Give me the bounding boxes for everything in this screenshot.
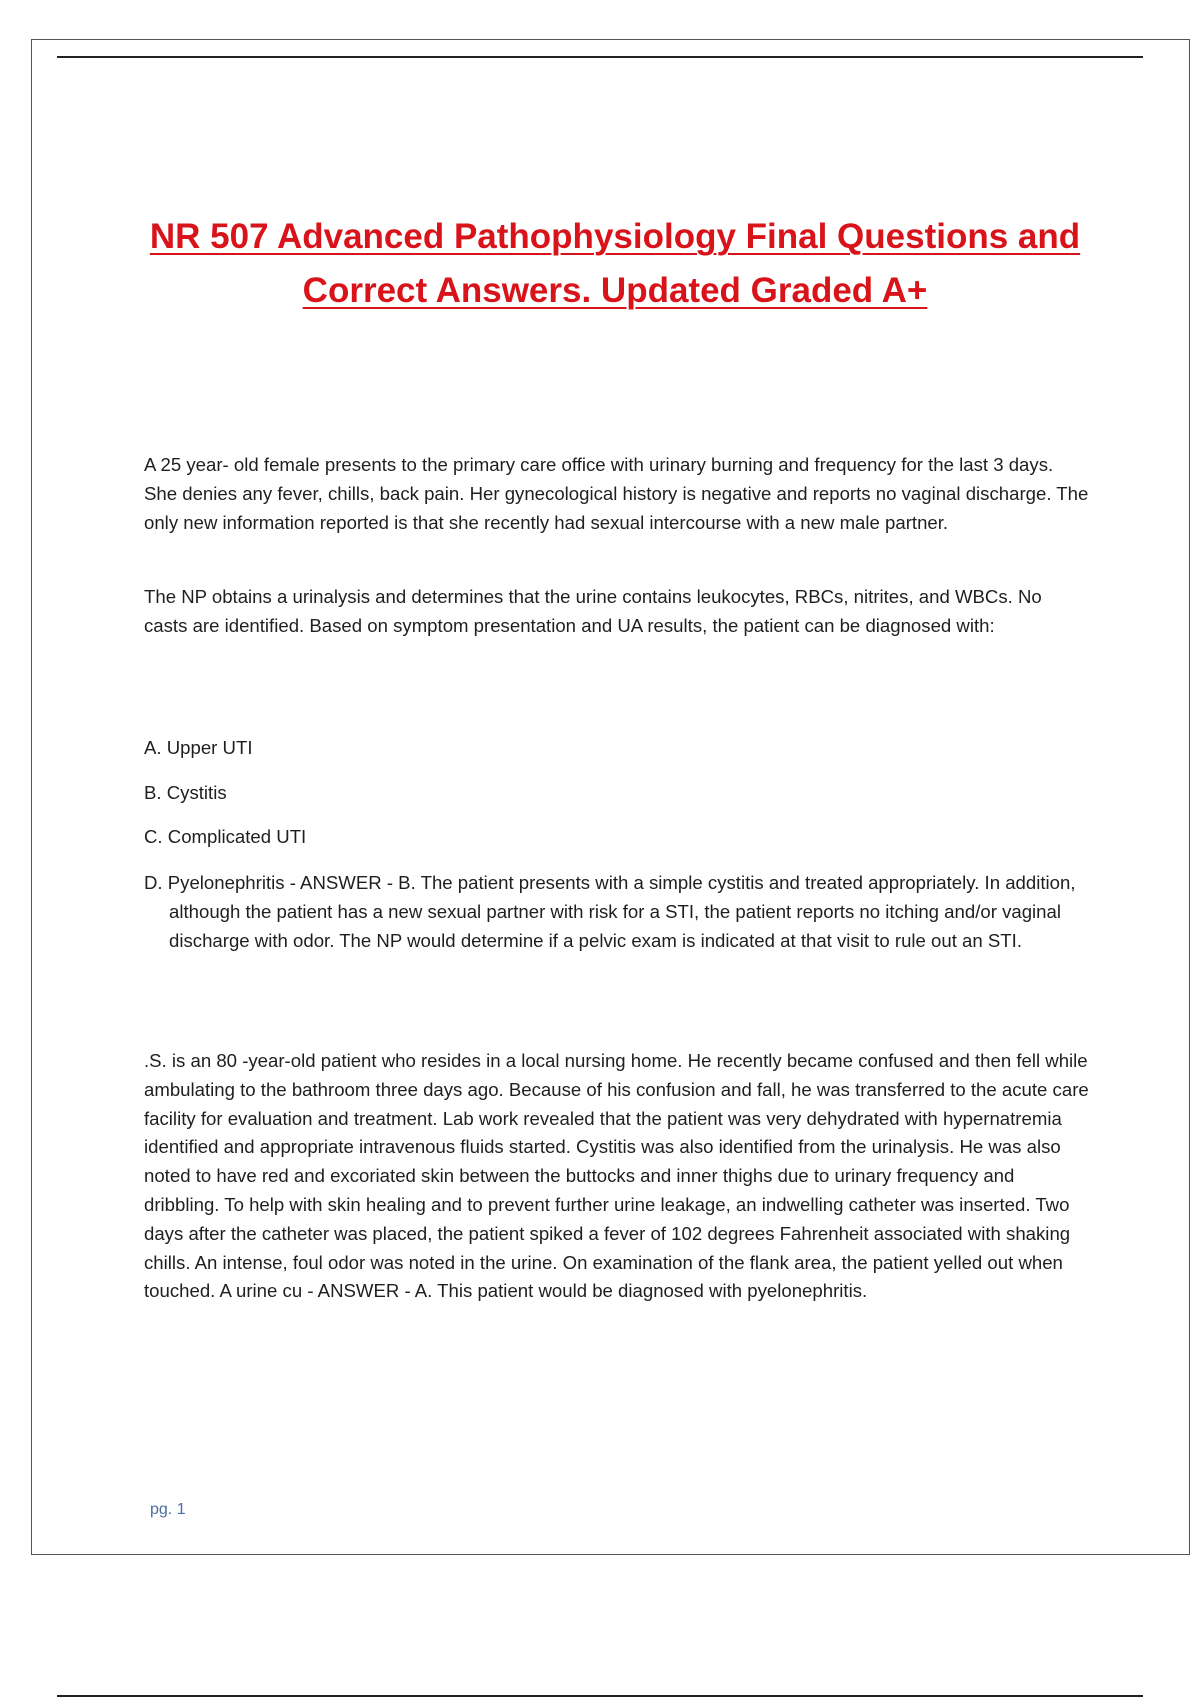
option-c-text: C. Complicated UTI bbox=[144, 826, 307, 847]
question1-stem-text-1: A 25 year- old female presents to the primary care office with urinary burning and frequency for the last 3 days. She denies any fever, chills, back pain. Her gynecological history is negative and reports no vaginal discharge. The only new information reported is that she recently had sexual intercourse with a new male partner. bbox=[144, 454, 1089, 533]
bottom-rule bbox=[57, 1695, 1143, 1697]
question1-option-c bbox=[144, 823, 1089, 852]
option-b-text: B. Cystitis bbox=[144, 782, 227, 803]
question1-option-d-answer bbox=[144, 869, 1089, 955]
question1-stem-text-2: The NP obtains a urinalysis and determines that the urine contains leukocytes, RBCs, nitrites, and WBCs. No casts are identified. Based on symptom presentation and UA results, the patient can be diagnosed with: bbox=[144, 586, 1042, 636]
question1-stem-paragraph-1 bbox=[144, 451, 1089, 537]
question1-option-a bbox=[144, 734, 1089, 763]
question2-paragraph bbox=[144, 1047, 1089, 1306]
question1-option-b bbox=[144, 779, 1089, 808]
page-number: pg. 1 bbox=[150, 1501, 186, 1518]
option-d-text: D. Pyelonephritis - ANSWER - B. The patient presents with a simple cystitis and treated appropriately. In addition, although the patient has a new sexual partner with risk for a STI, the patient reports no itching and/or vaginal discharge with odor. The NP would determine if a pelvic exam is indicated at that visit to rule out an STI. bbox=[144, 872, 1076, 951]
title-line-1: NR 507 Advanced Pathophysiology Final Questions and bbox=[149, 217, 1081, 256]
option-a-text: A. Upper UTI bbox=[144, 737, 253, 758]
question1-stem-paragraph-2 bbox=[144, 583, 1089, 641]
title-line-2: Correct Answers. Updated Graded A+ bbox=[302, 271, 928, 310]
question2-text: .S. is an 80 -year-old patient who resides in a local nursing home. He recently became confused and then fell while ambulating to the bathroom three days ago. Because of his confusion and fall, he was transferred to the acute care facility for evaluation and treatment. Lab work revealed that the patient was very dehydrated with hypernatremia identified and appropriate intravenous fluids started. Cystitis was also identified from the urinalysis. He was also noted to have red and excoriated skin between the buttocks and inner thighs due to urinary frequency and dribbling. To help with skin healing and to prevent further urine leakage, an indwelling catheter was inserted. Two days after the catheter was placed, the patient spiked a fever of 102 degrees Fahrenheit associated with shaking chills. An intense, foul odor was noted in the urine. On examination of the flank area, the patient yelled out when touched. A urine cu - ANSWER - A. This patient would be diagnosed with pyelonephritis. bbox=[144, 1050, 1089, 1302]
page-title bbox=[110, 210, 1120, 318]
